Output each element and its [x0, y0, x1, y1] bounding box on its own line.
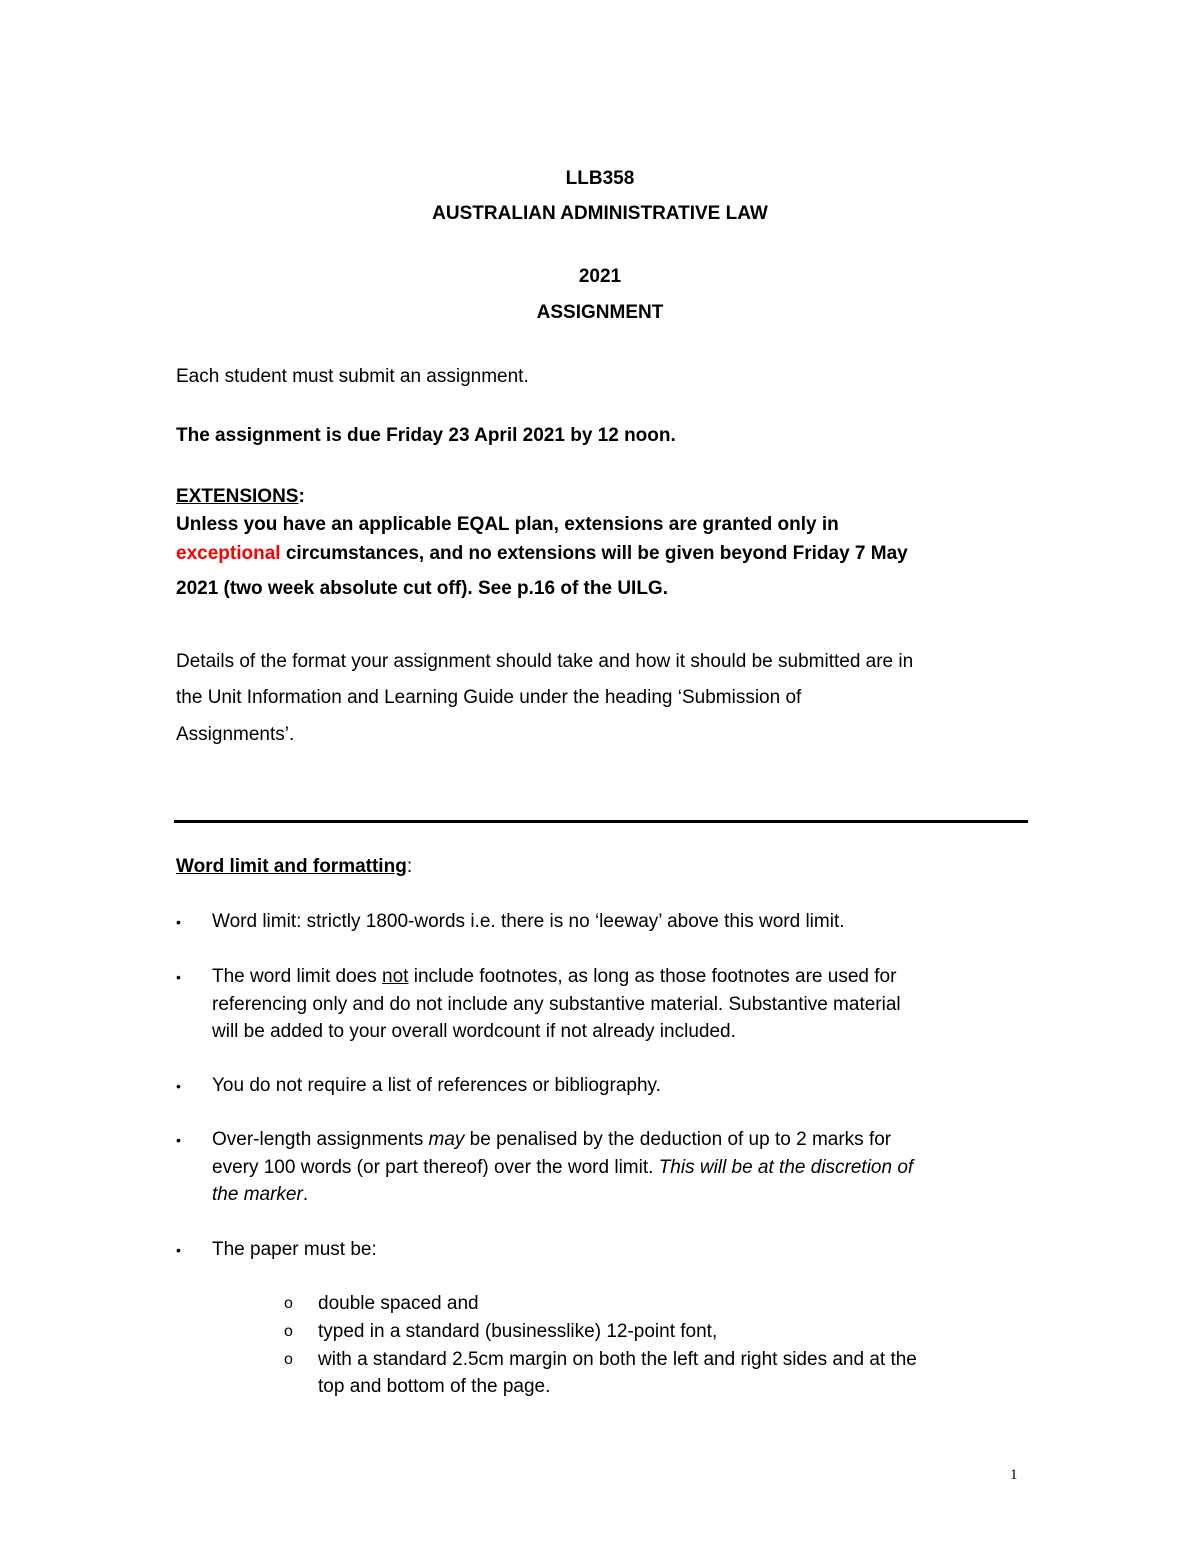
bullet-icon: • [176, 969, 181, 985]
bullet-references: You do not require a list of references or bibliography. [212, 1075, 661, 1096]
b4-l2-pre: every 100 words (or part thereof) over the word limit. [212, 1157, 659, 1178]
bullet-word-limit: Word limit: strictly 1800-words i.e. there is no ‘leeway’ above this word limit. [212, 911, 845, 932]
bullet-footnotes-line-3: will be added to your overall wordcount if not already included. [212, 1021, 736, 1042]
details-line-3: Assignments’. [176, 724, 295, 745]
extensions-heading [176, 486, 305, 508]
course-code: LLB358 [565, 168, 635, 189]
extensions-line-2-rest: circumstances, and no extensions will be given beyond Friday 7 May [280, 543, 908, 564]
bullet-footnotes-line-2: referencing only and do not include any substantive material. Substantive material [212, 994, 901, 1015]
b4-pre: Over-length assignments [212, 1129, 429, 1150]
sub-bullet-icon: o [284, 1323, 293, 1340]
bullet-icon: • [176, 914, 181, 930]
word-limit-heading-label: Word limit and formatting [176, 856, 407, 877]
b4-post: be penalised by the deduction of up to 2 marks for [464, 1129, 892, 1150]
sub-bullet-font: typed in a standard (businesslike) 12-point font, [318, 1321, 718, 1342]
exceptional-highlight: exceptional [176, 543, 281, 564]
b4-l2-italic: This will be at the discretion of [658, 1157, 914, 1178]
bullet-footnotes-line-1 [212, 966, 896, 988]
extensions-heading-label: EXTENSIONS [176, 486, 299, 507]
course-title: AUSTRALIAN ADMINISTRATIVE LAW [432, 203, 768, 224]
sub-bullet-icon: o [284, 1351, 293, 1368]
bullet-overlength-line-2 [212, 1157, 913, 1179]
details-line-2: the Unit Information and Learning Guide under the heading ‘Submission of [176, 687, 802, 708]
details-line-1: Details of the format your assignment should take and how it should be submitted are in [176, 651, 914, 672]
b2-post: include footnotes, as long as those footnotes are used for [408, 966, 897, 987]
bullet-overlength-line-1 [212, 1129, 891, 1151]
section-divider [174, 820, 1028, 823]
extensions-line-1: Unless you have an applicable EQAL plan, extensions are granted only in [176, 514, 839, 535]
b4-l3-italic: the marker [212, 1184, 303, 1205]
word-limit-heading [176, 856, 412, 878]
extensions-heading-colon: : [298, 486, 305, 507]
b4-italic: may [428, 1129, 465, 1150]
year: 2021 [578, 266, 622, 287]
document-type: ASSIGNMENT [536, 302, 664, 323]
sub-bullet-icon: o [284, 1295, 293, 1312]
due-date-text: The assignment is due Friday 23 April 2021 by 12 noon. [176, 425, 676, 446]
bullet-icon: • [176, 1132, 181, 1148]
bullet-icon: • [176, 1242, 181, 1258]
sub-bullet-margin-line-1: with a standard 2.5cm margin on both the left and right sides and at the [318, 1349, 917, 1370]
page-number: 1 [1010, 1467, 1018, 1483]
extensions-line-3: 2021 (two week absolute cut off). See p.16 of the UILG. [176, 578, 668, 599]
submit-text: Each student must submit an assignment. [176, 366, 529, 387]
sub-bullet-margin-line-2: top and bottom of the page. [318, 1376, 551, 1397]
sub-bullet-double-spaced: double spaced and [318, 1293, 479, 1314]
bullet-icon: • [176, 1078, 181, 1094]
b4-l3-post: . [302, 1184, 309, 1205]
b2-underlined: not [382, 966, 409, 987]
bullet-paper-must-be: The paper must be: [212, 1239, 377, 1260]
extensions-line-2 [176, 543, 908, 565]
word-limit-heading-colon: : [406, 856, 413, 877]
b2-pre: The word limit does [212, 966, 383, 987]
bullet-overlength-line-3 [212, 1184, 308, 1206]
